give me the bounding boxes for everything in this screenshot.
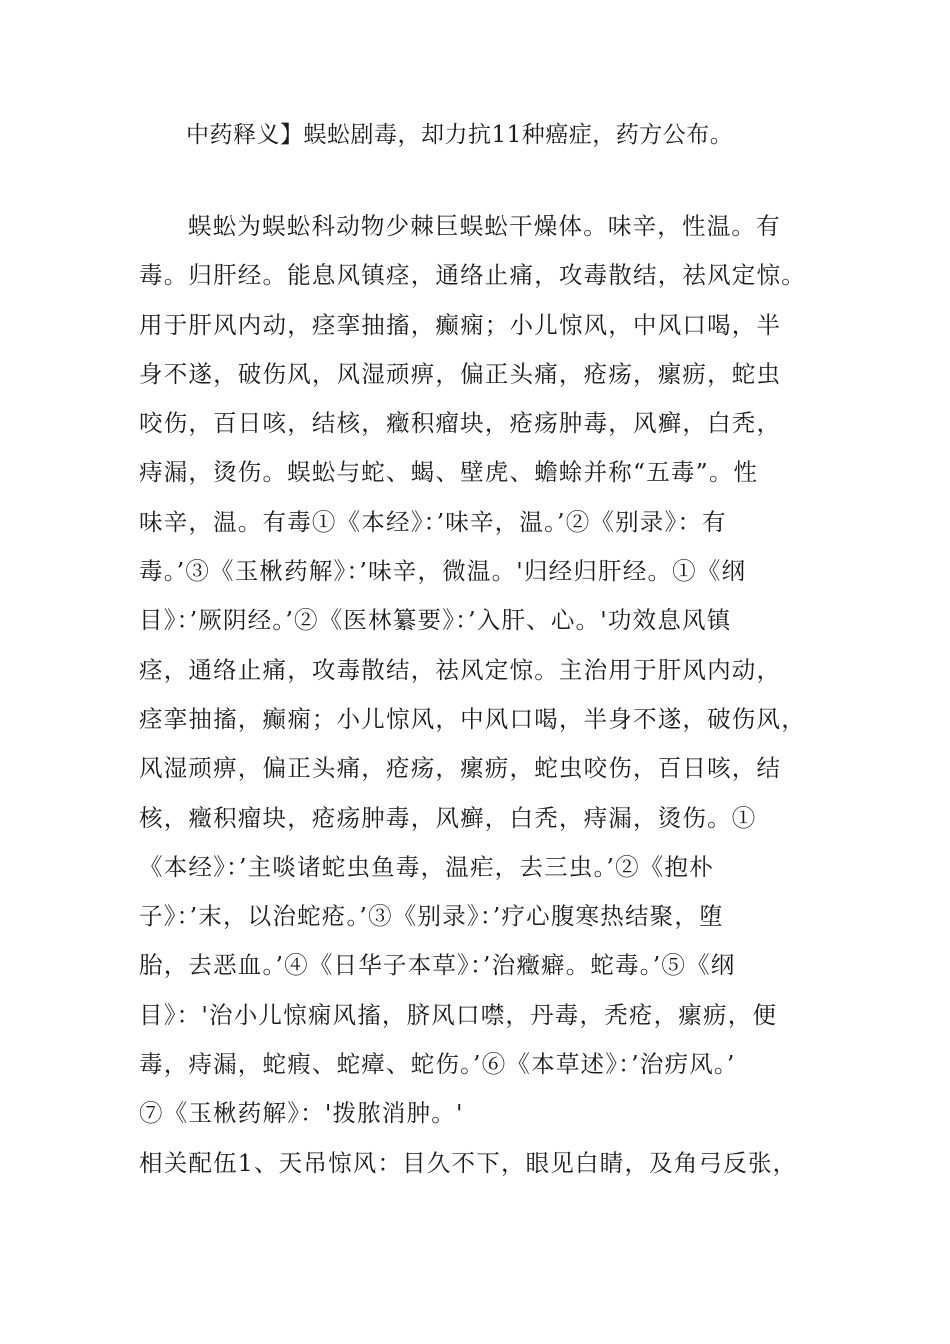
document-body [139,207,829,1193]
body-line: 蜈蚣为蜈蚣科动物少棘巨蜈蚣干燥体。味辛，性温。有 [188,212,781,240]
body-line: 子》：’末，以治蛇疮。’③《别录》：’疗心腹寒热结聚，堕 [139,902,724,931]
body-line: ⑦《玉楸药解》：'拨脓消肿。' [139,1099,464,1128]
body-line: 《本经》：’主啖诸蛇虫鱼毒，温疟，去三虫。’②《抱朴 [139,852,714,881]
body-line: 痉挛抽搐，癫痫；小儿惊风，中风口喝，半身不遂，破伤风， [139,704,806,733]
document-title: 中药释义】蜈蚣剧毒，却力抗11种癌症，药方公布。 [186,122,734,148]
body-line: 目》：'治小儿惊痫风搐，脐风口噤，丹毒，秃疮，瘰疬，便 [139,1000,778,1029]
body-line: 目》：’厥阴经。’②《医林纂要》：’入肝、心。'功效息风镇 [139,606,732,635]
body-line: 身不遂，破伤风，风湿顽痹，偏正头痛，疮疡，瘰疬，蛇虫 [139,359,782,388]
body-line: 毒。’③《玉楸药解》：’味辛，微温。'归经归肝经。①《纲 [139,557,747,586]
body-line: 毒。归肝经。能息风镇痉，通络止痛，攻毒散结，祛风定惊。 [139,261,806,290]
body-line: 相关配伍1、天吊惊风：目久不下，眼见白睛，及角弓反张， [139,1148,798,1177]
body-line: 胎，去恶血。’④《日华子本草》：’治癥癖。蛇毒。’⑤《纲 [139,951,736,980]
body-line: 痉，通络止痛，攻毒散结，祛风定惊。主治用于肝风内动， [139,655,782,684]
body-line: 用于肝风内动，痉挛抽搐，癫痫；小儿惊风，中风口喝，半 [139,310,782,339]
body-line: 痔漏，烫伤。蜈蚣与蛇、蝎、壁虎、蟾蜍并称“五毒”。性 [139,458,759,487]
body-line: 咬伤，百日咳，结核，癥积瘤块，疮疡肿毒，风癣，白秃， [139,409,782,438]
body-line: 核，癥积瘤块，疮疡肿毒，风癣，白秃，痔漏，烫伤。① [139,803,757,832]
body-line: 味辛，温。有毒①《本经》：’味辛，温。’②《别录》：有 [139,507,727,536]
body-line: 风湿顽痹，偏正头痛，疮疡，瘰疬，蛇虫咬伤，百日咳，结 [139,754,782,783]
body-line: 毒，痔漏，蛇瘕、蛇瘴、蛇伤。’⑥《本草述》：’治疠风。’ [139,1050,736,1079]
